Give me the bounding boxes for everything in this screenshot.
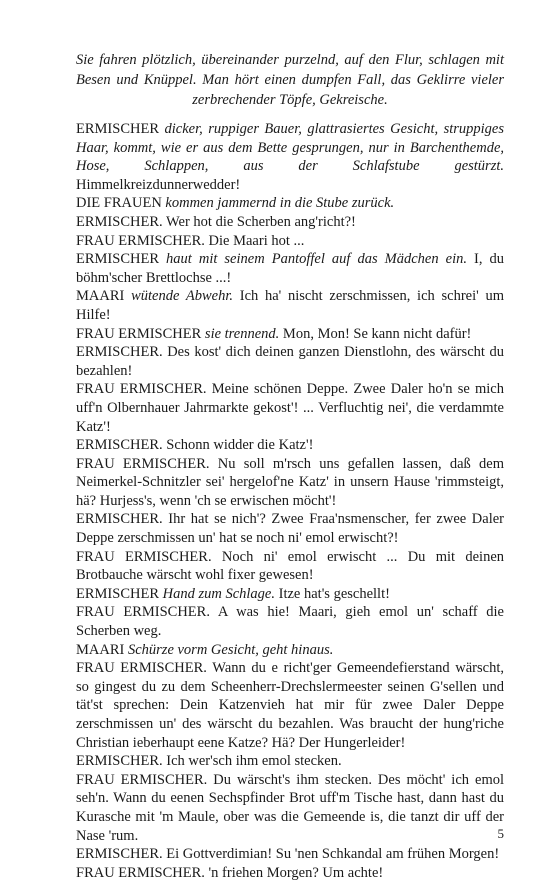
speaker-name: ERMISCHER: [76, 585, 159, 602]
dialogue-line: [76, 659, 504, 752]
spoken-text: Himmelkreizdunnerwedder!: [76, 176, 241, 193]
spoken-text: Ihr hat se nich'? Zwee Fraa'nsmenscher, fer zwee Daler Deppe zerschmissen un' hat se noch ni' emol erwischt?!: [76, 511, 505, 547]
spoken-text: Des kost' dich deinen ganzen Dienstlohn, des wärscht du bezahlen!: [76, 344, 504, 379]
dialogue-line: [76, 845, 504, 864]
dialogue-line: [76, 603, 504, 640]
speaker-name: ERMISCHER.: [76, 213, 163, 230]
dialogue-line: [76, 213, 504, 232]
dialogue-line: [76, 771, 504, 845]
dialogue-line: [76, 548, 504, 585]
dialogue-line: [76, 864, 504, 882]
dialogue-line: [76, 120, 504, 194]
dialogue-line: [76, 455, 504, 511]
spoken-text: Itze hat's geschellt!: [278, 585, 390, 602]
spoken-text: 'n friehen Morgen? Um achte!: [208, 864, 384, 881]
stage-note: Hand zum Schlage.: [162, 585, 275, 602]
spoken-text: Mon, Mon! Se kann nicht dafür!: [282, 325, 472, 342]
speaker-name: DIE FRAUEN: [76, 195, 162, 212]
speaker-name: FRAU ERMISCHER.: [76, 771, 208, 788]
speaker-name: MAARI: [76, 641, 125, 658]
spoken-text: Du wärscht's ihm stecken. Des möcht' ich emol seh'n. Wann du eenen Sechspfinder Brot uff'm Tische hast, dann hast du Kurasche mit 'm Maule, ober was die Gemeende is, die tanzt dir uff der Nase 'rum.: [76, 771, 504, 844]
page-number: 5: [497, 826, 504, 841]
speaker-name: FRAU ERMISCHER.: [76, 660, 207, 677]
spoken-text: Schonn widder die Katz'!: [166, 437, 314, 454]
speaker-name: FRAU ERMISCHER.: [76, 604, 210, 621]
stage-direction: Sie fahren plötzlich, übereinander purzelnd, auf den Flur, schlagen mit Besen und Knüppel. Man hört einen dumpfen Fall, das Geklirre vieler zerbrechender Töpfe, Gekreische.: [76, 52, 504, 108]
dialogue-line: [76, 232, 504, 251]
speaker-name: FRAU ERMISCHER.: [76, 232, 205, 249]
spoken-text: Nu soll m'rsch uns gefallen lassen, daß dem Neimerkel-Schnitzler sei' hergelof'ne Katz' in unsern Hause 'rimmsteigt, hä? Hurjess's, wenn 'ch se erwischen möcht'!: [76, 455, 504, 509]
speaker-name: ERMISCHER.: [76, 511, 163, 528]
speaker-name: ERMISCHER: [76, 121, 159, 137]
spoken-text: Ich ha' nischt zerschmissen, ich schrei' um Hilfe!: [76, 288, 504, 323]
dialogue-line: [76, 194, 504, 213]
dialogue-line: [76, 343, 504, 380]
speaker-name: ERMISCHER.: [76, 344, 163, 361]
dialogue-line: [76, 585, 504, 604]
spoken-text: Wann du e richt'ger Gemeendefierstand wärscht, so gingest du zu dem Scheenherr-Drechslermeester seinen G'sellen und tät'st sprechen: Dein Katzenvieh hat mir für zwee Daler Deppe zerschmissen un' des wärscht du bezahlen. Was braucht der hung'riche Christian ieberhaupt eene Katze? Hä? Der Hungerleider!: [76, 660, 504, 751]
speaker-name: ERMISCHER.: [76, 437, 163, 454]
speaker-name: ERMISCHER.: [76, 753, 163, 770]
stage-note: kommen jammernd in die Stube zurück.: [165, 195, 395, 212]
spoken-text: Die Maari hot ...: [208, 232, 305, 249]
speaker-name: FRAU ERMISCHER.: [76, 381, 207, 398]
dialogue-line: [76, 380, 504, 436]
speaker-name: FRAU ERMISCHER.: [76, 864, 205, 881]
dialogue-line: [76, 436, 504, 455]
spoken-text: Ei Gottverdimian! Su 'nen Schkandal am frühen Morgen!: [166, 846, 500, 863]
dialogue-line: [76, 641, 504, 660]
speaker-name: FRAU ERMISCHER: [76, 325, 202, 342]
dialogue-line: [76, 287, 504, 324]
speaker-name: ERMISCHER: [76, 251, 159, 268]
dialogue-body: [76, 120, 504, 882]
stage-note: dicker, ruppiger Bauer, glattrasiertes Gesicht, struppiges Haar, kommt, wie er aus dem Bette gesprungen, nur in Barchenthemde, Hose, Schlappen, aus der Schlafstube gestürzt.: [76, 121, 504, 175]
stage-note: Schürze vorm Gesicht, geht hinaus.: [127, 641, 334, 658]
spoken-text: Meine schönen Deppe. Zwee Daler ho'n se mich uff'n Olbernhauer Jahrmarkte gekost'! ... Verfluchtig nei', die verdammte Katz'!: [76, 381, 504, 435]
speaker-name: ERMISCHER.: [76, 846, 163, 863]
dialogue-line: [76, 250, 504, 287]
speaker-name: FRAU ERMISCHER.: [76, 548, 212, 565]
spoken-text: Wer hot die Scherben ang'richt?!: [166, 213, 356, 230]
spoken-text: Ich wer'sch ihm emol stecken.: [166, 753, 342, 770]
speaker-name: MAARI: [76, 288, 125, 305]
stage-note: haut mit seinem Pantoffel auf das Mädchen ein.: [166, 251, 467, 268]
spoken-text: I, du böhm'scher Brettlochse ...!: [76, 251, 505, 286]
dialogue-line: [76, 325, 504, 344]
dialogue-line: [76, 752, 504, 771]
dialogue-line: [76, 510, 504, 547]
speaker-name: FRAU ERMISCHER.: [76, 455, 210, 472]
stage-note: sie trennend.: [204, 325, 280, 342]
spoken-text: Noch ni' emol erwischt ... Du mit deinen Brotbauche wärscht wohl fixer gewesen!: [76, 548, 505, 584]
stage-note: wütende Abwehr.: [131, 288, 233, 305]
spoken-text: A was hie! Maari, gieh emol un' schaff die Scherben weg.: [76, 604, 504, 640]
